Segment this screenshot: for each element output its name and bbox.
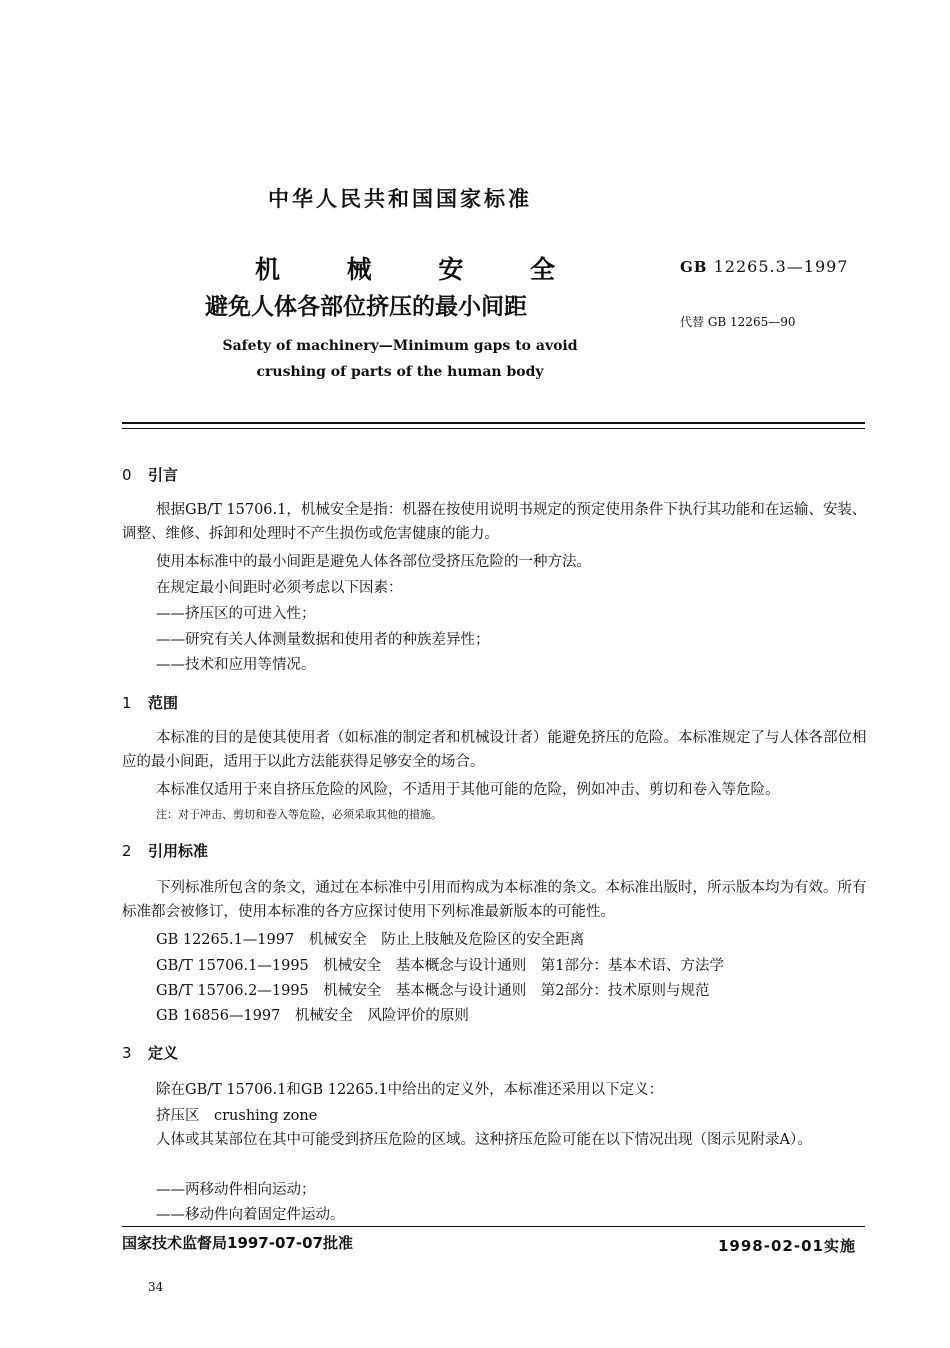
footer-rule — [122, 1226, 865, 1227]
section-3-heading — [122, 1042, 178, 1063]
title-char: 机 — [255, 255, 281, 284]
reference-item: GB 16856—1997 机械安全 风险评价的原则 — [156, 1008, 469, 1024]
section-number: 0 — [122, 466, 132, 484]
title-char: 安 — [438, 255, 464, 284]
section-number: 1 — [122, 694, 132, 712]
section-title: 引言 — [148, 466, 179, 484]
list-item: ——研究有关人体测量数据和使用者的种族差异性； — [156, 632, 490, 648]
title-char: 械 — [346, 255, 372, 284]
standard-code: 12265.3—1997 — [713, 257, 849, 276]
section-0-paragraph-1: 根据GB/T 15706.1，机械安全是指：机器在按使用说明书规定的预定使用条件下执行其功能和在运输、安装、调整、维修、拆卸和处理时不产生损伤或危害健康的能力。 — [122, 502, 867, 542]
reference-item: GB/T 15706.2—1995 机械安全 基本概念与设计通则 第2部分：技术原则与规范 — [156, 983, 710, 999]
document-subtitle: 避免人体各部位挤压的最小间距 — [205, 294, 527, 320]
header-rule-thin — [122, 428, 865, 429]
section-1-paragraph-1: 本标准的目的是使其使用者（如标准的制定者和机械设计者）能避免挤压的危险。本标准规定了与人体各部位相应的最小间距，适用于以此方法能获得足够安全的场合。 — [122, 730, 867, 770]
list-item: ——移动件向着固定件运动。 — [156, 1207, 345, 1223]
standard-number — [680, 257, 848, 276]
list-item: ——两移动件相向运动； — [156, 1182, 316, 1198]
section-title: 定义 — [148, 1044, 179, 1062]
reference-item: GB/T 15706.1—1995 机械安全 基本概念与设计通则 第1部分：基本术语、方法学 — [156, 958, 724, 974]
section-0-heading — [122, 464, 178, 485]
section-number: 2 — [122, 842, 132, 860]
english-title-line2: crushing of parts of the human body — [256, 364, 544, 380]
section-number: 3 — [122, 1044, 132, 1062]
list-item: ——技术和应用等情况。 — [156, 657, 316, 673]
approval-date: 国家技术监督局1997-07-07批准 — [122, 1234, 353, 1252]
section-0-paragraph-2: 使用本标准中的最小间距是避免人体各部位受挤压危险的一种方法。 — [156, 554, 591, 570]
section-title: 引用标准 — [148, 842, 209, 860]
page-number: 34 — [148, 1280, 164, 1294]
section-1-heading — [122, 692, 178, 713]
section-0-paragraph-3: 在规定最小间距时必须考虑以下因素： — [156, 580, 403, 596]
document-title — [255, 250, 555, 286]
section-2-heading — [122, 840, 208, 861]
national-standard-title: 中华人民共和国国家标准 — [268, 187, 532, 211]
title-char: 全 — [529, 255, 555, 284]
replaces-standard: 代替 GB 12265—90 — [680, 315, 796, 329]
definition-text: 人体或其某部位在其中可能受到挤压危险的区域。这种挤压危险可能在以下情况出现（图示见附录A）。 — [156, 1132, 812, 1148]
english-title-line1: Safety of machinery—Minimum gaps to avoid — [222, 338, 578, 354]
standard-prefix: GB — [680, 258, 708, 276]
section-3-paragraph-1: 除在GB/T 15706.1和GB 12265.1中给出的定义外，本标准还采用以下定义： — [156, 1082, 664, 1098]
section-1-note: 注：对于冲击、剪切和卷入等危险，必须采取其他的措施。 — [156, 808, 442, 821]
section-title: 范围 — [148, 694, 179, 712]
header-rule — [122, 422, 865, 424]
list-item: ——挤压区的可进入性； — [156, 606, 316, 622]
reference-item: GB 12265.1—1997 机械安全 防止上肢触及危险区的安全距离 — [156, 932, 585, 948]
section-2-paragraph-1: 下列标准所包含的条文，通过在本标准中引用而构成为本标准的条文。本标准出版时，所示版本均为有效。所有标准都会被修订，使用本标准的各方应探讨使用下列标准最新版本的可能性。 — [122, 880, 867, 920]
definition-term: 挤压区 crushing zone — [156, 1108, 318, 1124]
implementation-date: 1998-02-01实施 — [718, 1237, 856, 1255]
section-1-paragraph-2: 本标准仅适用于来自挤压危险的风险，不适用于其他可能的危险，例如冲击、剪切和卷入等危险。 — [156, 782, 780, 798]
